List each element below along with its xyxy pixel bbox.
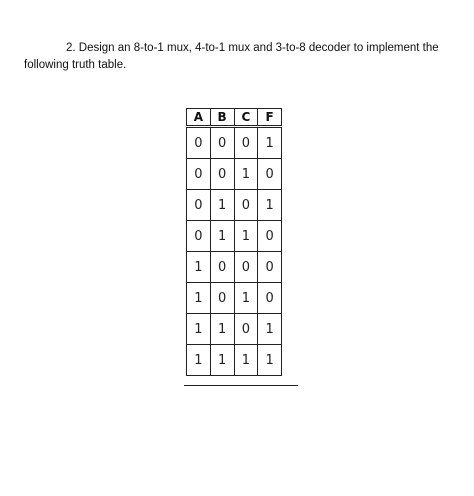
table-header-row <box>187 109 282 127</box>
table-cell: 1 <box>187 252 211 283</box>
table-cell: 0 <box>187 190 211 221</box>
table-cell: 0 <box>210 159 234 190</box>
table-cell: 0 <box>187 159 211 190</box>
table-cell: 1 <box>210 345 234 376</box>
table-row <box>187 190 282 221</box>
table-cell: 0 <box>258 252 282 283</box>
question-text: 2. Design an 8-to-1 mux, 4-to-1 mux and 3-to-8 decoder to implement the following truth table. <box>24 42 439 71</box>
table-cell: 0 <box>258 159 282 190</box>
table-row <box>187 159 282 190</box>
table-cell: 1 <box>210 314 234 345</box>
table-cell: 0 <box>234 252 258 283</box>
table-cell: 1 <box>258 314 282 345</box>
table-cell: 0 <box>187 221 211 252</box>
table-cell: 0 <box>258 221 282 252</box>
table-cell: 1 <box>210 190 234 221</box>
table-cell: 0 <box>210 283 234 314</box>
table-row <box>187 252 282 283</box>
column-header-f: F <box>258 109 282 127</box>
table-row <box>187 314 282 345</box>
table-cell: 1 <box>258 190 282 221</box>
table-cell: 1 <box>234 221 258 252</box>
table-cell: 0 <box>234 127 258 159</box>
column-header-b: B <box>210 109 234 127</box>
table-cell: 0 <box>187 127 211 159</box>
table-cell: 1 <box>210 221 234 252</box>
table-cell: 0 <box>258 283 282 314</box>
table-cell: 1 <box>234 283 258 314</box>
column-header-a: A <box>187 109 211 127</box>
column-header-c: C <box>234 109 258 127</box>
table-row <box>187 127 282 159</box>
table-cell: 1 <box>187 283 211 314</box>
table-cell: 0 <box>234 314 258 345</box>
table-cell: 1 <box>187 345 211 376</box>
table-cell: 1 <box>258 345 282 376</box>
table-cell: 1 <box>258 127 282 159</box>
table-row <box>187 221 282 252</box>
table-row <box>187 345 282 376</box>
table-cell: 0 <box>234 190 258 221</box>
truth-table <box>186 108 282 376</box>
table-cell: 1 <box>234 159 258 190</box>
answer-underline <box>184 385 298 386</box>
table-row <box>187 283 282 314</box>
table-cell: 0 <box>210 127 234 159</box>
table-cell: 0 <box>210 252 234 283</box>
table-cell: 1 <box>234 345 258 376</box>
table-cell: 1 <box>187 314 211 345</box>
